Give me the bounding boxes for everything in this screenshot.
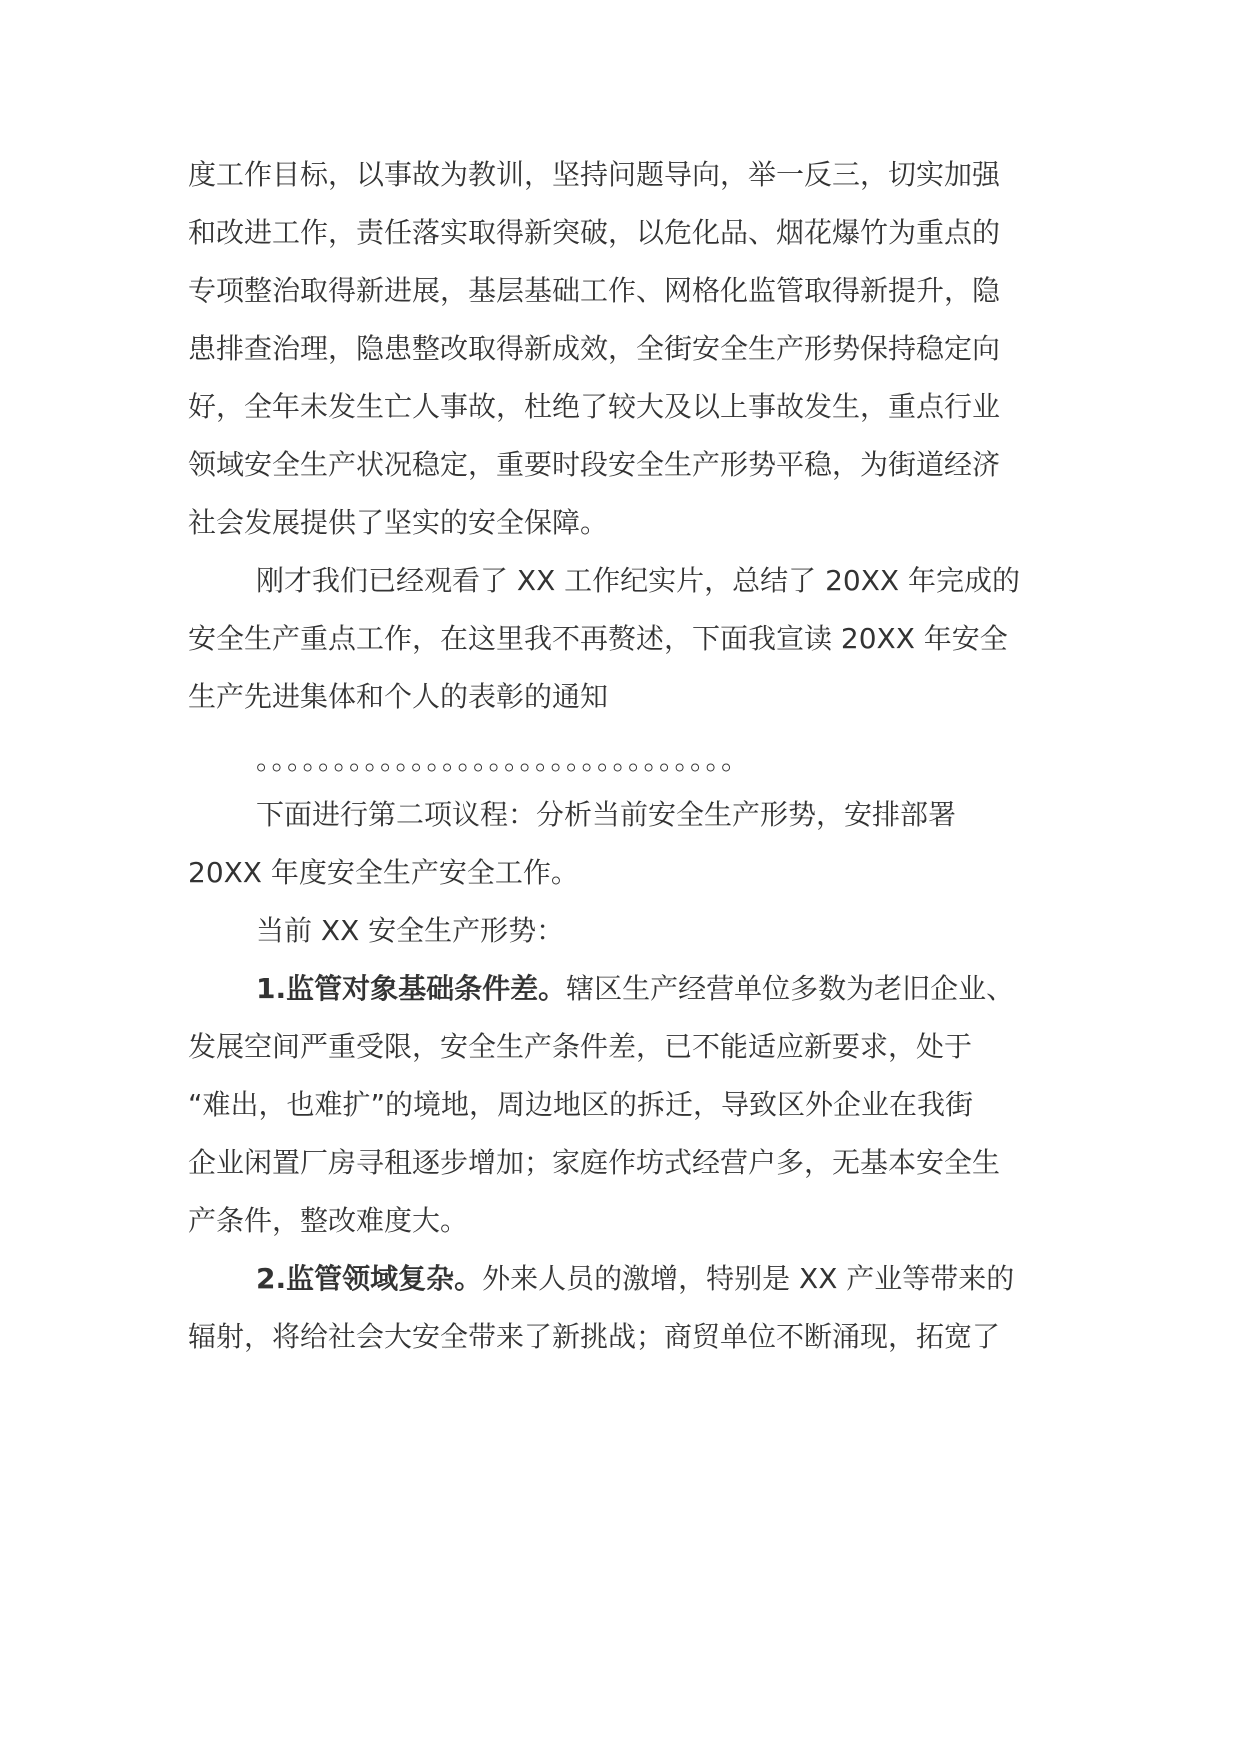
item-2-first-line bbox=[256, 1259, 1136, 1299]
item-1-line-3: “难出，也难扩”的境地，周边地区的拆迁，导致区外企业在我街 bbox=[188, 1088, 974, 1121]
item-1-line-5: 产条件，整改难度大。 bbox=[188, 1204, 469, 1237]
paragraph-2-line-2: 安全生产重点工作，在这里我不再赘述，下面我宣读 20XX 年安全 bbox=[188, 622, 1008, 655]
paragraph-1-line-2: 和改进工作，责任落实取得新突破，以危化品、烟花爆竹为重点的 bbox=[188, 216, 1001, 249]
paragraph-2-line-3: 生产先进集体和个人的表彰的通知 bbox=[188, 680, 609, 713]
paragraph-1-line-3: 专项整治取得新进展，基层基础工作、网格化监管取得新提升，隐 bbox=[188, 274, 1001, 307]
item-1-first-line-text: 辖区生产经营单位多数为老旧企业、 bbox=[566, 972, 1015, 1005]
item-2-heading: 2.监管领域复杂。 bbox=[256, 1262, 483, 1295]
item-1-line-2: 发展空间严重受限，安全生产条件差，已不能适应新要求，处于 bbox=[188, 1030, 973, 1063]
paragraph-1-line-1: 度工作目标，以事故为教训，坚持问题导向，举一反三，切实加强 bbox=[188, 158, 1001, 191]
paragraph-1-line-6: 领域安全生产状况稳定，重要时段安全生产形势平稳，为街道经济 bbox=[188, 448, 1001, 481]
paragraph-2-line-1: 刚才我们已经观看了 XX 工作纪实片，总结了 20XX 年完成的 bbox=[256, 564, 1020, 597]
paragraph-4-line-1: 当前 XX 安全生产形势： bbox=[256, 914, 565, 947]
ellipsis-line: 。。。。。。。。。。。。。。。。。。。。。。。。。。。。。。。 bbox=[256, 743, 751, 776]
paragraph-3-line-2: 20XX 年度安全生产安全工作。 bbox=[188, 856, 579, 889]
item-2-first-line-text: 外来人员的激增，特别是 XX 产业等带来的 bbox=[482, 1262, 1015, 1295]
paragraph-3-line-1: 下面进行第二项议程：分析当前安全生产形势，安排部署 bbox=[256, 798, 957, 831]
item-1-first-line bbox=[256, 969, 1136, 1009]
item-1-heading: 1.监管对象基础条件差。 bbox=[256, 972, 567, 1005]
item-2-line-2: 辐射，将给社会大安全带来了新挑战；商贸单位不断涌现，拓宽了 bbox=[188, 1320, 1001, 1353]
paragraph-1-line-4: 患排查治理，隐患整改取得新成效，全街安全生产形势保持稳定向 bbox=[188, 332, 1001, 365]
paragraph-1-line-5: 好，全年未发生亡人事故，杜绝了较大及以上事故发生，重点行业 bbox=[188, 390, 1001, 423]
item-1-line-4: 企业闲置厂房寻租逐步增加；家庭作坊式经营户多，无基本安全生 bbox=[188, 1146, 1001, 1179]
paragraph-1-line-7: 社会发展提供了坚实的安全保障。 bbox=[188, 506, 609, 539]
